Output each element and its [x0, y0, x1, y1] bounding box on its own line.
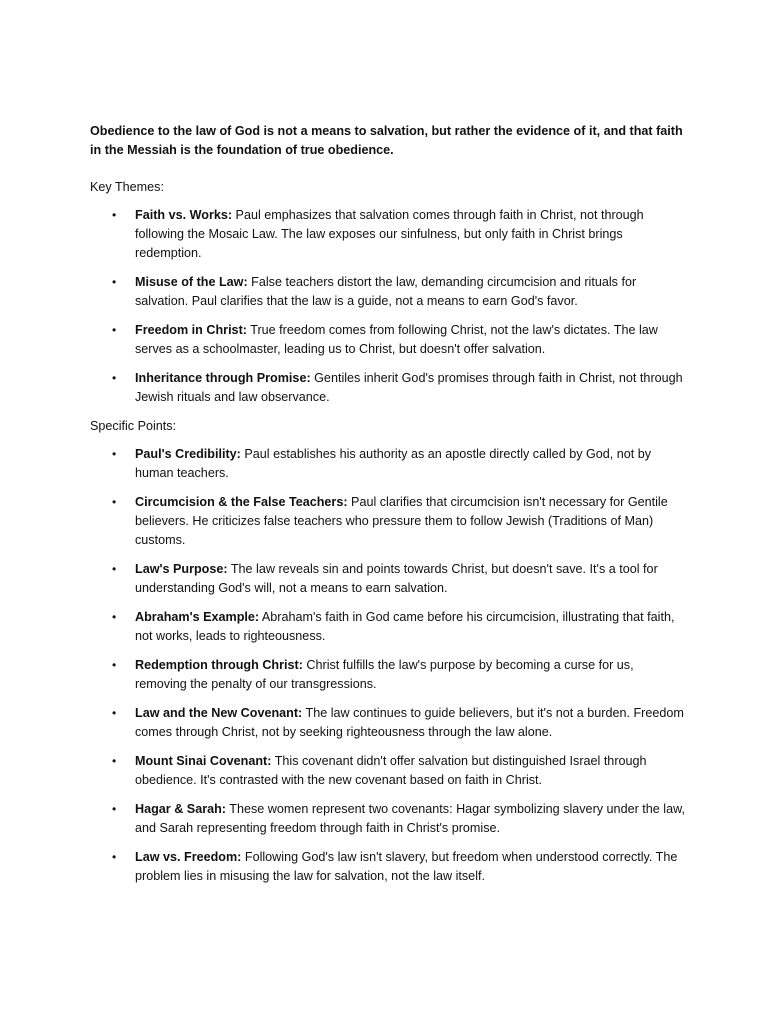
bullet-icon: •: [112, 275, 117, 289]
list-item: [90, 608, 686, 646]
list-item: [90, 273, 686, 311]
list-item: [90, 206, 686, 263]
specific-points-heading: Specific Points:: [90, 419, 177, 433]
list-item: [90, 560, 686, 598]
list-item: [90, 445, 686, 483]
item-term: Inheritance through Promise:: [135, 371, 311, 385]
item-term: Faith vs. Works:: [135, 208, 233, 222]
specific-points-list: [90, 445, 686, 886]
item-term: Paul's Credibility:: [135, 447, 241, 461]
list-item: [90, 656, 686, 694]
item-text: Following God's law isn't slavery, but freedom when understood correctly. The problem lies in misusing the law for salvation, not the law itself.: [135, 850, 678, 883]
item-text: The law continues to guide believers, but it's not a burden. Freedom comes through Christ, not by seeking righteousness through the law alone.: [135, 706, 684, 739]
bullet-icon: •: [112, 447, 117, 461]
bullet-icon: •: [112, 208, 117, 222]
item-text: Paul establishes his authority as an apostle directly called by God, not by human teachers.: [135, 447, 652, 480]
item-term: Redemption through Christ:: [135, 658, 303, 672]
bullet-icon: •: [112, 610, 117, 624]
bullet-icon: •: [112, 850, 117, 864]
item-term: Hagar & Sarah:: [135, 802, 226, 816]
item-text: Christ fulfills the law's purpose by becoming a curse for us, removing the penalty of our transgressions.: [135, 658, 634, 691]
bullet-icon: •: [112, 658, 117, 672]
list-item: [90, 493, 686, 550]
item-term: Law's Purpose:: [135, 562, 228, 576]
item-term: Misuse of the Law:: [135, 275, 248, 289]
item-term: Mount Sinai Covenant:: [135, 754, 272, 768]
bullet-icon: •: [112, 802, 117, 816]
key-themes-list: [90, 206, 686, 407]
list-item: [90, 704, 686, 742]
item-text: These women represent two covenants: Hagar symbolizing slavery under the law, and Sarah representing freedom through faith in Christ's promise.: [135, 802, 685, 835]
intro-statement: Obedience to the law of God is not a means to salvation, but rather the evidence of it, and that faith in the Messiah is the foundation of true obedience.: [90, 124, 683, 157]
bullet-icon: •: [112, 371, 117, 385]
item-text: This covenant didn't offer salvation but distinguished Israel through obedience. It's contrasted with the new covenant based on faith in Christ.: [135, 754, 647, 787]
list-item: [90, 369, 686, 407]
list-item: [90, 321, 686, 359]
item-term: Abraham's Example:: [135, 610, 260, 624]
bullet-icon: •: [112, 754, 117, 768]
item-text: Paul emphasizes that salvation comes through faith in Christ, not through following the Mosaic Law. The law exposes our sinfulness, but only faith in Christ brings redemption.: [135, 208, 644, 260]
list-item: [90, 800, 686, 838]
item-text: Paul clarifies that circumcision isn't necessary for Gentile believers. He criticizes false teachers who pressure them to follow Jewish (Traditions of Man) customs.: [135, 495, 668, 547]
bullet-icon: •: [112, 495, 117, 509]
list-item: [90, 752, 686, 790]
bullet-icon: •: [112, 562, 117, 576]
item-text: Abraham's faith in God came before his circumcision, illustrating that faith, not works, leads to righteousness.: [135, 610, 675, 643]
item-text: False teachers distort the law, demanding circumcision and rituals for salvation. Paul clarifies that the law is a guide, not a means to earn God's favor.: [135, 275, 637, 308]
item-term: Law vs. Freedom:: [135, 850, 242, 864]
item-term: Circumcision & the False Teachers:: [135, 495, 348, 509]
item-term: Freedom in Christ:: [135, 323, 247, 337]
bullet-icon: •: [112, 323, 117, 337]
item-text: True freedom comes from following Christ, not the law's dictates. The law serves as a schoolmaster, leading us to Christ, but doesn't offer salvation.: [135, 323, 658, 356]
key-themes-heading: Key Themes:: [90, 180, 164, 194]
list-item: [90, 848, 686, 886]
bullet-icon: •: [112, 706, 117, 720]
item-term: Law and the New Covenant:: [135, 706, 303, 720]
document-page: [90, 122, 686, 896]
item-text: Gentiles inherit God's promises through faith in Christ, not through Jewish rituals and law observance.: [135, 371, 683, 404]
item-text: The law reveals sin and points towards Christ, but doesn't save. It's a tool for understanding God's will, not a means to earn salvation.: [135, 562, 658, 595]
